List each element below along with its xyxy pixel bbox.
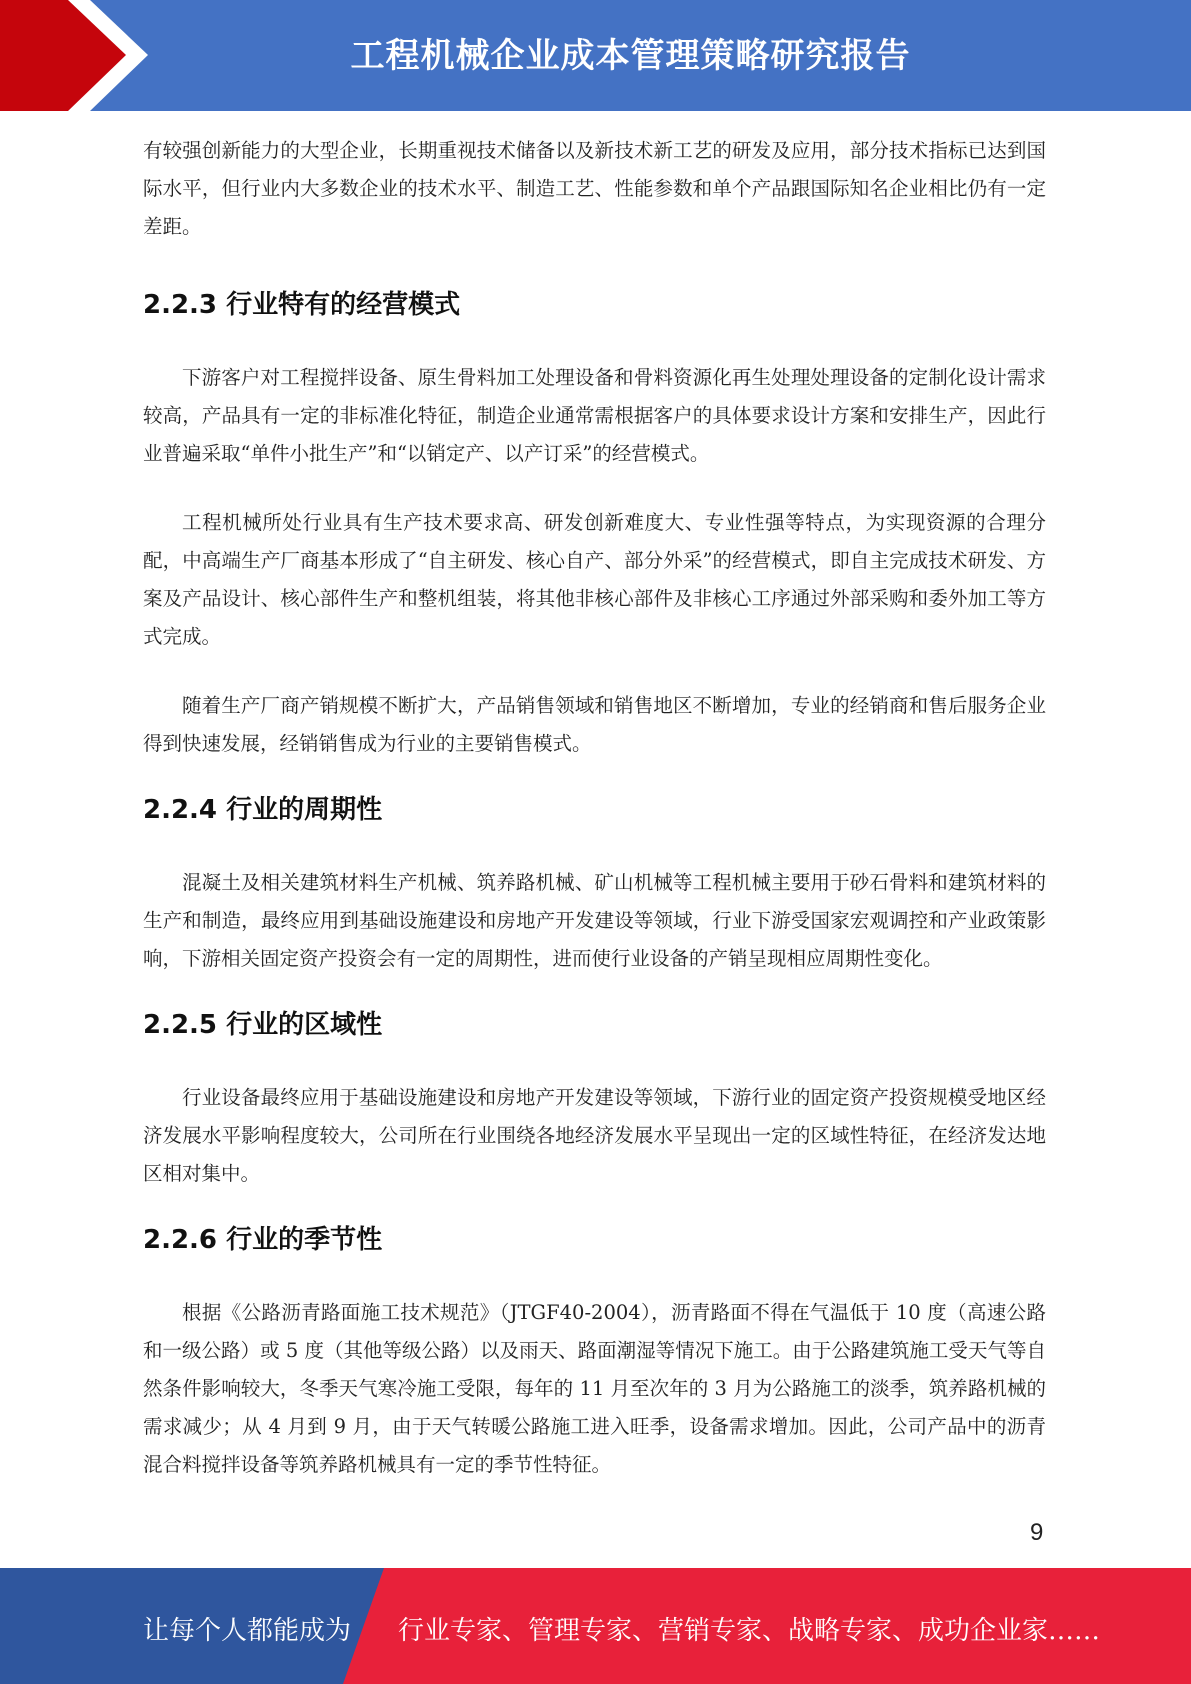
paragraph: 混凝土及相关建筑材料生产机械、筑养路机械、矿山机械等工程机械主要用于砂石骨料和建筑材料的生产和制造，最终应用到基础设施建设和房地产开发建设等领域，行业下游受国家宏观调控和产业政策影响，下游相关固定资产投资会有一定的周期性，进而使行业设备的产销呈现相应周期性变化。: [143, 871, 1046, 970]
report-title: 工程机械企业成本管理策略研究报告: [350, 36, 911, 76]
footer-slogan-left: 让每个人都能成为: [143, 1616, 352, 1646]
paragraph: 下游客户对工程搅拌设备、原生骨料加工处理设备和骨料资源化再生处理处理设备的定制化设计需求较高，产品具有一定的非标准化特征，制造企业通常需根据客户的具体要求设计方案和安排生产，因此行业普遍采取“单件小批生产”和“以销定产、以产订采”的经营模式。: [143, 366, 1046, 465]
footer-slogan-right: 行业专家、管理专家、营销专家、战略专家、成功企业家……: [398, 1616, 1101, 1646]
paragraph: 行业设备最终应用于基础设施建设和房地产开发建设等领域，下游行业的固定资产投资规模受地区经济发展水平影响程度较大，公司所在行业围绕各地经济发展水平呈现出一定的区域性特征，在经济发达地区相对集中。: [143, 1086, 1046, 1185]
section-heading-2-2-4: 2.2.4 行业的周期性: [143, 795, 383, 825]
section-heading-2-2-6: 2.2.6 行业的季节性: [143, 1225, 383, 1255]
page-header: [0, 0, 1191, 111]
paragraph: 随着生产厂商产销规模不断扩大，产品销售领域和销售地区不断增加，专业的经销商和售后服务企业得到快速发展，经销销售成为行业的主要销售模式。: [143, 694, 1046, 755]
document-body: [143, 132, 1046, 1484]
paragraph: 工程机械所处行业具有生产技术要求高、研发创新难度大、专业性强等特点，为实现资源的合理分配，中高端生产厂商基本形成了“自主研发、核心自产、部分外采”的经营模式，即自主完成技术研发、方案及产品设计、核心部件生产和整机组装，将其他非核心部件及非核心工序通过外部采购和委外加工等方式完成。: [143, 511, 1046, 648]
intro-paragraph: 有较强创新能力的大型企业，长期重视技术储备以及新技术新工艺的研发及应用，部分技术指标已达到国际水平，但行业内大多数企业的技术水平、制造工艺、性能参数和单个产品跟国际知名企业相比仍有一定差距。: [143, 139, 1046, 238]
page-footer: [0, 1568, 1191, 1684]
page-number: 9: [1030, 1519, 1044, 1546]
section-heading-2-2-5: 2.2.5 行业的区域性: [143, 1010, 383, 1040]
section-heading-2-2-3: 2.2.3 行业特有的经营模式: [143, 290, 461, 320]
paragraph: 根据《公路沥青路面施工技术规范》（JTGF40-2004），沥青路面不得在气温低于 10 度（高速公路和一级公路）或 5 度（其他等级公路）以及雨天、路面潮湿等情况下施工。由于公路建筑施工受天气等自然条件影响较大，冬季天气寒冷施工受限，每年的 11 月至次年的 3 月为公路施工的淡季，筑养路机械的需求减少；从 4 月到 9 月，由于天气转暖公路施工进入旺季，设备需求增加。因此，公司产品中的沥青混合料搅拌设备等筑养路机械具有一定的季节性特征。: [143, 1301, 1046, 1476]
